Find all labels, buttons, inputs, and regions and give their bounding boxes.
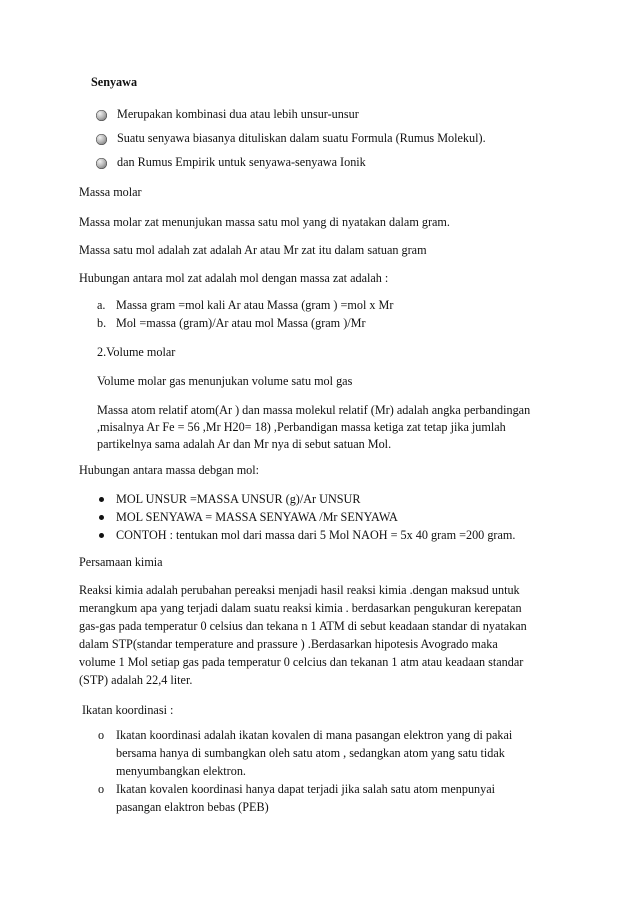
persamaan-line-1: Reaksi kimia adalah perubahan pereaksi menjadi hasil reaksi kimia .dengan maksud untuk: [79, 583, 520, 597]
dot-bullet-3: CONTOH : tentukan mol dari massa dari 5 Mol NAOH = 5x 40 gram =200 gram.: [116, 528, 516, 542]
bullet-ball-icon: [96, 134, 107, 145]
persamaan-line-2: merangkum apa yang terjadi dalam suatu reaksi kimia . berdasarkan pengukuran kerepatan: [79, 601, 522, 615]
ikatan-item-2-line-1: Ikatan kovalen koordinasi hanya dapat terjadi jika salah satu atom menpunyai: [116, 782, 496, 796]
bullet-dot-icon: [99, 515, 104, 520]
volume-molar-p2-line3: partikelnya sama adalah Ar dan Mr nya di sebut satuan Mol.: [97, 437, 392, 451]
list-marker: b.: [97, 316, 107, 330]
intro-bullet-3: dan Rumus Empirik untuk senyawa-senyawa Ionik: [117, 155, 366, 169]
volume-molar-p1: Volume molar gas menunjukan volume satu mol gas: [97, 374, 353, 388]
massa-molar-p2: Massa satu mol adalah zat adalah Ar atau Mr zat itu dalam satuan gram: [79, 243, 427, 257]
ikatan-item-2-line-2: pasangan elaktron bebas (PEB): [116, 800, 269, 814]
intro-bullet-2: Suatu senyawa biasanya dituliskan dalam suatu Formula (Rumus Molekul).: [117, 131, 486, 145]
ikatan-title: Ikatan koordinasi :: [82, 703, 174, 717]
persamaan-title: Persamaan kimia: [79, 555, 163, 569]
hubungan-title: Hubungan antara massa debgan mol:: [79, 463, 260, 477]
volume-molar-title: 2.Volume molar: [97, 345, 176, 359]
volume-molar-p2-line2-start: ,misalnya Ar Fe = 56 ,Mr H20= 18) ,Perbandigan massa ketiga: [97, 420, 404, 434]
persamaan-line-4: dalam STP(standar temperature and prassure ) .Berdasarkan hipotesis Avogrado maka: [79, 637, 498, 651]
volume-molar-p2-line1: Massa atom relatif atom(Ar ) dan massa molekul relatif (Mr) adalah angka perbandingan: [97, 403, 531, 417]
ikatan-item-1-line-2: bersama hanya di sumbangkan oleh satu atom , sedangkan atom yang satu tidak: [116, 746, 505, 760]
massa-molar-p3: Hubungan antara mol zat adalah mol dengan massa zat adalah :: [79, 271, 389, 285]
persamaan-line-3: gas-gas pada temperatur 0 celsius dan tekana n 1 ATM di sebut keadaan standar di nyatakan: [79, 619, 527, 633]
heading-senyawa: Senyawa: [91, 75, 138, 89]
list-marker-o: o: [98, 782, 105, 796]
dot-bullet-1: MOL UNSUR =MASSA UNSUR (g)/Ar UNSUR: [116, 492, 361, 506]
list-marker-o: o: [98, 728, 105, 742]
massa-molar-p1: Massa molar zat menunjukan massa satu mol yang di nyatakan dalam gram.: [79, 215, 450, 229]
massa-molar-title: Massa molar: [79, 185, 142, 199]
ikatan-item-1-line-3: menyumbangkan elektron.: [116, 764, 246, 778]
bullet-dot-icon: [99, 533, 104, 538]
ikatan-item-1-line-1: Ikatan koordinasi adalah ikatan kovalen di mana pasangan elektron yang di pakai: [116, 728, 513, 742]
list-marker: a.: [97, 298, 106, 312]
intro-bullet-1: Merupakan kombinasi dua atau lebih unsur-unsur: [117, 107, 359, 121]
bullet-ball-icon: [96, 110, 107, 121]
persamaan-line-5: volume 1 Mol setiap gas pada temperatur 0 celcius dan tekanan 1 atm atau keadaan standar: [79, 655, 524, 669]
formula-a: Massa gram =mol kali Ar atau Massa (gram ) =mol x Mr: [116, 298, 394, 312]
bullet-dot-icon: [99, 497, 104, 502]
volume-molar-p2-line2-end: zat tetap jika jumlah: [406, 420, 506, 434]
formula-b: Mol =massa (gram)/Ar atau mol Massa (gram )/Mr: [116, 316, 366, 330]
persamaan-line-6: (STP) adalah 22,4 liter.: [79, 673, 193, 687]
dot-bullet-2: MOL SENYAWA = MASSA SENYAWA /Mr SENYAWA: [116, 510, 398, 524]
bullet-ball-icon: [96, 158, 107, 169]
volume-molar-p2-line2: [97, 419, 506, 435]
